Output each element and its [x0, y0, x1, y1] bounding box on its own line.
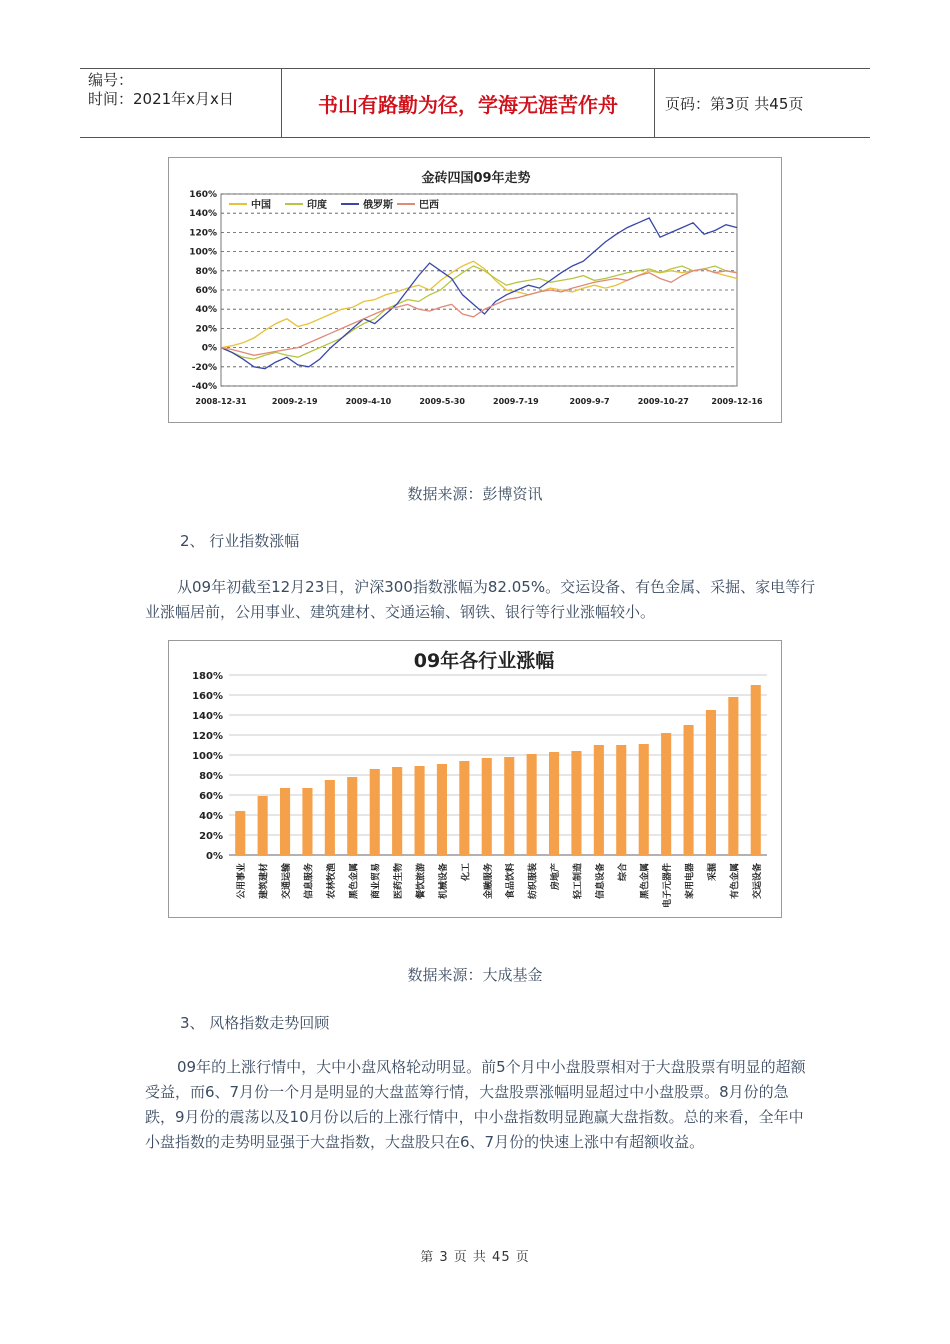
legend-label: 巴西	[419, 200, 439, 211]
header-table	[80, 68, 870, 138]
category-label: 有色金属	[730, 863, 741, 900]
bar	[347, 777, 357, 855]
page-footer: 第 3 页 共 45 页	[420, 1250, 530, 1265]
category-label: 商业贸易	[371, 863, 382, 900]
category-label: 轻工制造	[573, 863, 584, 900]
bar	[594, 745, 604, 855]
time-label: 时间：2021年x月x日	[88, 90, 234, 108]
y-tick-label: 140%	[189, 209, 217, 220]
category-label: 化工	[461, 863, 472, 882]
y-tick-label: 20%	[199, 831, 223, 842]
category-label: 房地产	[551, 863, 562, 891]
bar	[684, 725, 694, 855]
category-label: 综合	[618, 863, 629, 882]
bar	[280, 788, 290, 855]
motto: 书山有路勤为径，学海无涯苦作舟	[282, 69, 655, 137]
bar	[235, 811, 245, 855]
bric-line-chart-svg	[169, 158, 783, 424]
category-label: 家用电器	[685, 863, 696, 900]
bric-line-chart	[168, 157, 782, 423]
category-label: 信息设备	[595, 863, 606, 900]
number-label: 编号：	[88, 71, 134, 89]
bar	[616, 745, 626, 855]
bar	[728, 697, 738, 855]
x-tick-label: 2009-10-27	[637, 397, 689, 406]
y-tick-label: 160%	[189, 190, 217, 200]
legend-label: 俄罗斯	[363, 200, 393, 211]
section3-heading: 3、 风格指数走势回顾	[180, 1014, 330, 1032]
header-left-cell	[80, 69, 282, 137]
bar	[392, 767, 402, 855]
y-tick-label: -20%	[191, 362, 217, 373]
category-label: 医药生物	[394, 863, 405, 900]
chart1-caption: 数据来源：彭博资讯	[407, 485, 543, 503]
y-tick-label: 60%	[195, 286, 217, 296]
x-tick-label: 2009-9-7	[569, 397, 610, 406]
bar	[415, 766, 425, 855]
y-tick-label: 180%	[192, 671, 223, 682]
y-tick-label: 0%	[201, 343, 217, 354]
bar	[459, 761, 469, 855]
bar	[504, 757, 514, 855]
industry-bar-chart-svg	[169, 641, 783, 919]
bar	[571, 751, 581, 855]
category-label: 农林牧渔	[326, 863, 337, 900]
section3-paragraph: 09年的上涨行情中，大中小盘风格轮动明显。前5个月中小盘股票相对于大盘股票有明显的超额受益，而6、7月份一个月是明显的大盘蓝筹行情，大盘股票涨幅明显超过中小盘股票。8月份的急跌，9月份的震荡以及10月份以后的上涨行情中，中小盘指数明显跑赢大盘指数。总的来看，全年中小盘指数的走势明显强于大盘指数，大盘股只在6、7月份的快速上涨中有超额收益。	[145, 1058, 806, 1151]
bar	[751, 685, 761, 855]
bar	[325, 780, 335, 855]
bar	[549, 752, 559, 855]
chart2-caption: 数据来源：大成基金	[407, 966, 543, 984]
bar	[661, 733, 671, 855]
category-label: 餐饮旅游	[416, 863, 427, 900]
category-label: 纺织服装	[528, 863, 539, 900]
chart-title: 09年各行业涨幅	[413, 650, 555, 672]
y-tick-label: 120%	[192, 731, 223, 742]
x-tick-label: 2009-2-19	[271, 397, 318, 406]
y-tick-label: 100%	[192, 751, 223, 762]
category-label: 信息服务	[304, 863, 315, 900]
category-label: 交通运输	[282, 863, 293, 900]
y-tick-label: 40%	[199, 811, 223, 822]
y-tick-label: -40%	[191, 382, 217, 392]
y-tick-label: 80%	[199, 771, 223, 782]
category-label: 采掘	[707, 863, 718, 882]
category-label: 建筑建材	[259, 863, 270, 900]
industry-bar-chart	[168, 640, 782, 918]
x-tick-label: 2009-7-19	[493, 397, 539, 406]
page-info: 页码：第3页 共45页	[665, 94, 804, 113]
chart-title: 金砖四国09年走势	[421, 171, 531, 186]
y-tick-label: 140%	[192, 711, 223, 722]
category-label: 食品饮料	[506, 863, 517, 900]
category-label: 黑色金属	[640, 863, 651, 900]
category-label: 黑色金属	[349, 863, 360, 900]
section2-heading: 2、 行业指数涨幅	[180, 532, 300, 550]
bar	[482, 758, 492, 855]
y-tick-label: 40%	[195, 305, 217, 316]
y-tick-label: 80%	[195, 266, 217, 277]
legend-label: 中国	[251, 200, 271, 211]
legend-label: 印度	[307, 200, 327, 211]
x-tick-label: 2009-5-30	[419, 397, 465, 406]
bar	[258, 796, 268, 855]
y-tick-label: 60%	[199, 791, 223, 802]
y-tick-label: 160%	[192, 691, 223, 702]
category-label: 机械设备	[438, 863, 449, 900]
y-tick-label: 0%	[206, 851, 223, 862]
section2-paragraph: 从09年初截至12月23日，沪深300指数涨幅为82.05%。交运设备、有色金属、采掘、家电等行业涨幅居前，公用事业、建筑建材、交通运输、钢铁、银行等行业涨幅较小。	[145, 578, 816, 621]
y-tick-label: 100%	[189, 247, 217, 258]
bar	[639, 744, 649, 855]
x-tick-label: 2008-12-31	[195, 397, 247, 406]
y-tick-label: 120%	[189, 228, 217, 239]
category-label: 金融服务	[483, 863, 494, 900]
category-label: 交运设备	[752, 863, 763, 900]
bar	[302, 788, 312, 855]
category-label: 电子元器件	[663, 863, 674, 909]
y-tick-label: 20%	[195, 324, 217, 335]
bar	[706, 710, 716, 855]
category-label: 公用事业	[237, 863, 248, 900]
bar	[437, 764, 447, 855]
x-tick-label: 2009-4-10	[345, 397, 392, 406]
bar	[370, 769, 380, 855]
x-tick-label: 2009-12-16	[711, 397, 763, 406]
bar	[527, 754, 537, 855]
